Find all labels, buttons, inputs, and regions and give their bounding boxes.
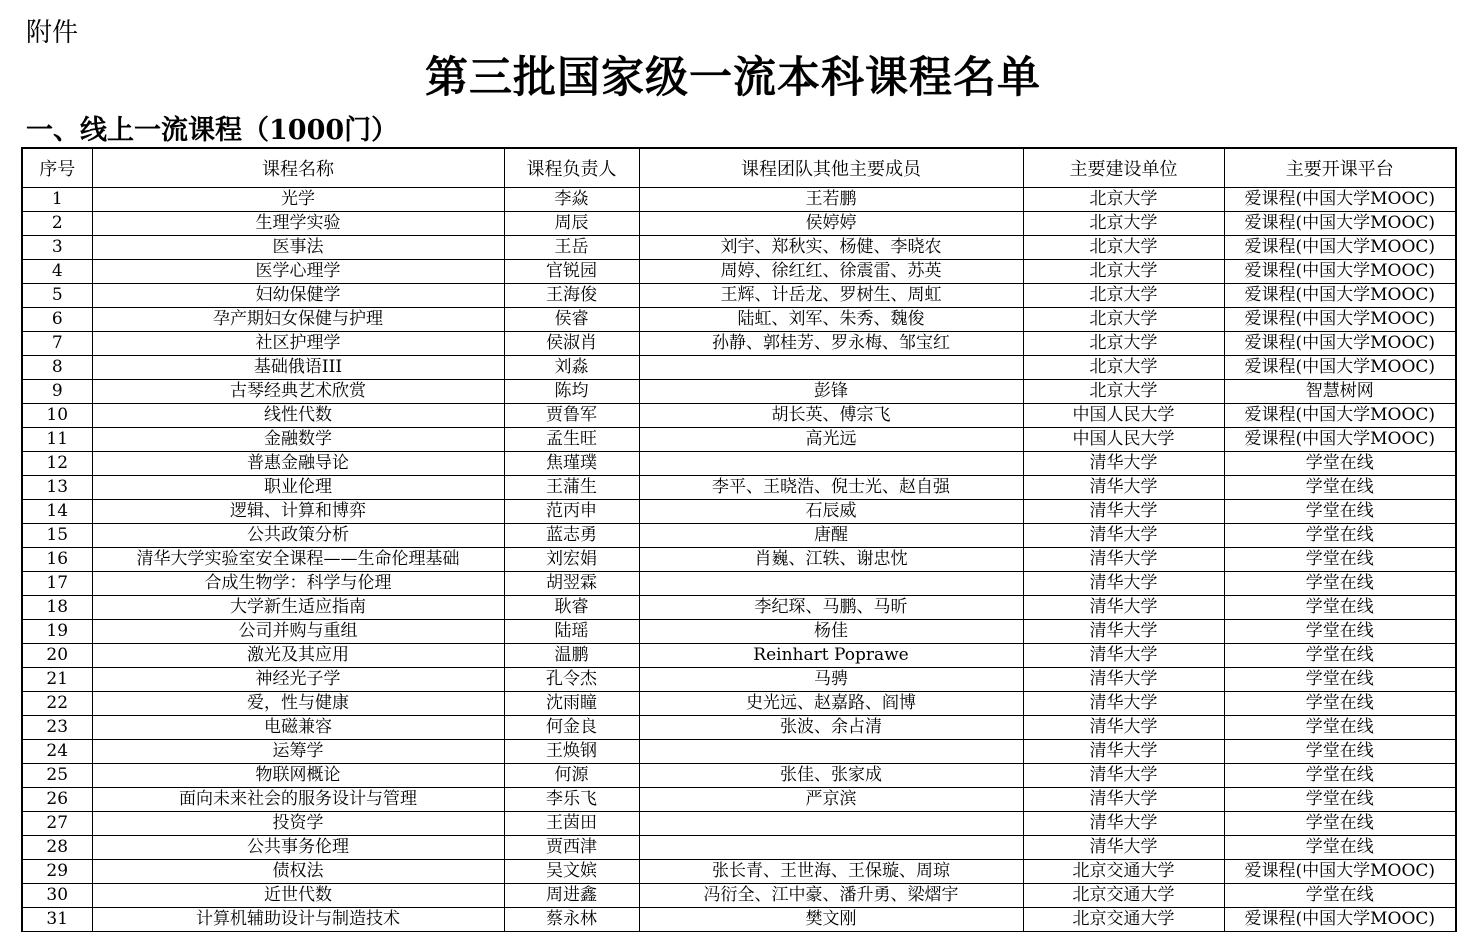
header-course-lead: 课程负责人	[504, 148, 639, 188]
cell-index: 17	[22, 572, 92, 596]
cell-platform: 学堂在线	[1224, 740, 1456, 764]
header-course-name: 课程名称	[92, 148, 504, 188]
cell-index: 8	[22, 356, 92, 380]
table-row	[22, 692, 1456, 716]
cell-course-name: 普惠金融导论	[92, 452, 504, 476]
course-table	[21, 147, 1457, 932]
cell-institution: 北京大学	[1023, 308, 1224, 332]
cell-course-name: 爱，性与健康	[92, 692, 504, 716]
cell-index: 4	[22, 260, 92, 284]
cell-platform: 爱课程(中国大学MOOC)	[1224, 428, 1456, 452]
table-header-row	[22, 148, 1456, 188]
table-row	[22, 524, 1456, 548]
cell-platform: 学堂在线	[1224, 452, 1456, 476]
cell-team-members	[639, 812, 1023, 836]
cell-course-lead: 贾西津	[504, 836, 639, 860]
cell-index: 3	[22, 236, 92, 260]
cell-team-members: 樊文刚	[639, 908, 1023, 932]
cell-team-members: 彭锋	[639, 380, 1023, 404]
cell-platform: 学堂在线	[1224, 572, 1456, 596]
cell-institution: 清华大学	[1023, 716, 1224, 740]
cell-platform: 爱课程(中国大学MOOC)	[1224, 260, 1456, 284]
cell-team-members: 史光远、赵嘉路、阎博	[639, 692, 1023, 716]
cell-institution: 北京交通大学	[1023, 908, 1224, 932]
table-row	[22, 236, 1456, 260]
cell-course-name: 医事法	[92, 236, 504, 260]
cell-index: 22	[22, 692, 92, 716]
cell-platform: 学堂在线	[1224, 548, 1456, 572]
table-row	[22, 404, 1456, 428]
cell-course-name: 面向未来社会的服务设计与管理	[92, 788, 504, 812]
table-row	[22, 788, 1456, 812]
cell-course-lead: 王茵田	[504, 812, 639, 836]
cell-institution: 中国人民大学	[1023, 428, 1224, 452]
cell-course-name: 社区护理学	[92, 332, 504, 356]
cell-index: 11	[22, 428, 92, 452]
cell-index: 2	[22, 212, 92, 236]
cell-platform: 爱课程(中国大学MOOC)	[1224, 188, 1456, 212]
cell-team-members	[639, 572, 1023, 596]
cell-index: 21	[22, 668, 92, 692]
cell-institution: 北京交通大学	[1023, 884, 1224, 908]
cell-team-members: 高光远	[639, 428, 1023, 452]
cell-course-name: 基础俄语III	[92, 356, 504, 380]
cell-institution: 北京大学	[1023, 332, 1224, 356]
cell-team-members: 张佳、张家成	[639, 764, 1023, 788]
header-institution: 主要建设单位	[1023, 148, 1224, 188]
cell-course-name: 逻辑、计算和博弈	[92, 500, 504, 524]
cell-team-members: 侯婷婷	[639, 212, 1023, 236]
cell-course-lead: 何源	[504, 764, 639, 788]
table-row	[22, 644, 1456, 668]
cell-team-members: 周婷、徐红红、徐震雷、苏英	[639, 260, 1023, 284]
cell-index: 31	[22, 908, 92, 932]
cell-course-name: 清华大学实验室安全课程——生命伦理基础	[92, 548, 504, 572]
table-row	[22, 428, 1456, 452]
cell-team-members: 孙静、郭桂芳、罗永梅、邹宝红	[639, 332, 1023, 356]
cell-platform: 学堂在线	[1224, 884, 1456, 908]
table-row	[22, 548, 1456, 572]
cell-institution: 清华大学	[1023, 836, 1224, 860]
cell-team-members: 肖巍、江轶、谢忠忱	[639, 548, 1023, 572]
table-row	[22, 812, 1456, 836]
cell-course-lead: 刘淼	[504, 356, 639, 380]
cell-institution: 清华大学	[1023, 668, 1224, 692]
cell-team-members: 严京滨	[639, 788, 1023, 812]
cell-course-lead: 沈雨瞳	[504, 692, 639, 716]
cell-course-lead: 周进鑫	[504, 884, 639, 908]
cell-course-lead: 李焱	[504, 188, 639, 212]
cell-platform: 爱课程(中国大学MOOC)	[1224, 860, 1456, 884]
cell-institution: 清华大学	[1023, 644, 1224, 668]
cell-course-lead: 王海俊	[504, 284, 639, 308]
header-index: 序号	[22, 148, 92, 188]
cell-course-name: 激光及其应用	[92, 644, 504, 668]
cell-index: 23	[22, 716, 92, 740]
cell-course-name: 大学新生适应指南	[92, 596, 504, 620]
table-row	[22, 188, 1456, 212]
cell-course-lead: 温鹏	[504, 644, 639, 668]
table-row	[22, 260, 1456, 284]
cell-institution: 清华大学	[1023, 548, 1224, 572]
cell-index: 9	[22, 380, 92, 404]
cell-course-name: 古琴经典艺术欣赏	[92, 380, 504, 404]
cell-index: 5	[22, 284, 92, 308]
cell-course-lead: 吴文嫔	[504, 860, 639, 884]
cell-platform: 学堂在线	[1224, 788, 1456, 812]
cell-institution: 清华大学	[1023, 740, 1224, 764]
cell-index: 19	[22, 620, 92, 644]
cell-course-lead: 耿睿	[504, 596, 639, 620]
cell-team-members	[639, 356, 1023, 380]
cell-platform: 学堂在线	[1224, 524, 1456, 548]
cell-platform: 爱课程(中国大学MOOC)	[1224, 332, 1456, 356]
cell-course-name: 计算机辅助设计与制造技术	[92, 908, 504, 932]
cell-course-lead: 李乐飞	[504, 788, 639, 812]
cell-team-members: 李平、王晓浩、倪士光、赵自强	[639, 476, 1023, 500]
cell-course-lead: 孔令杰	[504, 668, 639, 692]
cell-course-name: 近世代数	[92, 884, 504, 908]
cell-team-members: 冯衍全、江中豪、潘升勇、梁熠宇	[639, 884, 1023, 908]
cell-platform: 爱课程(中国大学MOOC)	[1224, 908, 1456, 932]
cell-team-members: 张长青、王世海、王保璇、周琼	[639, 860, 1023, 884]
cell-platform: 爱课程(中国大学MOOC)	[1224, 356, 1456, 380]
cell-platform: 学堂在线	[1224, 812, 1456, 836]
cell-course-name: 光学	[92, 188, 504, 212]
cell-course-lead: 何金良	[504, 716, 639, 740]
cell-index: 20	[22, 644, 92, 668]
cell-institution: 中国人民大学	[1023, 404, 1224, 428]
table-row	[22, 860, 1456, 884]
cell-course-name: 公共政策分析	[92, 524, 504, 548]
cell-course-name: 合成生物学：科学与伦理	[92, 572, 504, 596]
cell-course-name: 生理学实验	[92, 212, 504, 236]
cell-team-members	[639, 836, 1023, 860]
header-platform: 主要开课平台	[1224, 148, 1456, 188]
cell-team-members: 马骋	[639, 668, 1023, 692]
cell-course-lead: 蔡永林	[504, 908, 639, 932]
cell-course-name: 公共事务伦理	[92, 836, 504, 860]
cell-institution: 北京交通大学	[1023, 860, 1224, 884]
cell-course-lead: 陆瑶	[504, 620, 639, 644]
cell-index: 28	[22, 836, 92, 860]
cell-platform: 学堂在线	[1224, 644, 1456, 668]
cell-institution: 清华大学	[1023, 500, 1224, 524]
cell-index: 6	[22, 308, 92, 332]
cell-platform: 智慧树网	[1224, 380, 1456, 404]
table-row	[22, 212, 1456, 236]
cell-course-lead: 蓝志勇	[504, 524, 639, 548]
cell-course-name: 职业伦理	[92, 476, 504, 500]
cell-institution: 清华大学	[1023, 572, 1224, 596]
cell-institution: 清华大学	[1023, 620, 1224, 644]
cell-institution: 清华大学	[1023, 812, 1224, 836]
cell-course-lead: 刘宏娟	[504, 548, 639, 572]
cell-course-lead: 孟生旺	[504, 428, 639, 452]
cell-platform: 爱课程(中国大学MOOC)	[1224, 236, 1456, 260]
cell-platform: 学堂在线	[1224, 596, 1456, 620]
cell-course-name: 线性代数	[92, 404, 504, 428]
cell-index: 10	[22, 404, 92, 428]
cell-team-members: 杨佳	[639, 620, 1023, 644]
cell-course-lead: 焦瑾璞	[504, 452, 639, 476]
cell-index: 13	[22, 476, 92, 500]
table-row	[22, 572, 1456, 596]
cell-index: 25	[22, 764, 92, 788]
cell-institution: 北京大学	[1023, 356, 1224, 380]
cell-team-members: 石辰威	[639, 500, 1023, 524]
cell-course-lead: 官锐园	[504, 260, 639, 284]
table-row	[22, 452, 1456, 476]
cell-institution: 清华大学	[1023, 788, 1224, 812]
cell-course-lead: 王焕钢	[504, 740, 639, 764]
cell-team-members: 王辉、计岳龙、罗树生、周虹	[639, 284, 1023, 308]
cell-course-name: 债权法	[92, 860, 504, 884]
cell-institution: 清华大学	[1023, 764, 1224, 788]
table-row	[22, 596, 1456, 620]
cell-team-members: 唐醒	[639, 524, 1023, 548]
cell-team-members: 王若鹏	[639, 188, 1023, 212]
cell-index: 14	[22, 500, 92, 524]
cell-platform: 学堂在线	[1224, 620, 1456, 644]
cell-institution: 清华大学	[1023, 692, 1224, 716]
cell-institution: 北京大学	[1023, 260, 1224, 284]
cell-course-name: 投资学	[92, 812, 504, 836]
cell-index: 26	[22, 788, 92, 812]
cell-index: 12	[22, 452, 92, 476]
cell-platform: 学堂在线	[1224, 716, 1456, 740]
table-row	[22, 668, 1456, 692]
cell-course-name: 公司并购与重组	[92, 620, 504, 644]
cell-course-lead: 侯淑肖	[504, 332, 639, 356]
cell-course-name: 物联网概论	[92, 764, 504, 788]
table-row	[22, 308, 1456, 332]
cell-index: 7	[22, 332, 92, 356]
table-row	[22, 764, 1456, 788]
cell-platform: 爱课程(中国大学MOOC)	[1224, 284, 1456, 308]
cell-index: 16	[22, 548, 92, 572]
table-row	[22, 284, 1456, 308]
cell-institution: 清华大学	[1023, 476, 1224, 500]
table-row	[22, 380, 1456, 404]
cell-index: 1	[22, 188, 92, 212]
table-row	[22, 740, 1456, 764]
cell-institution: 北京大学	[1023, 212, 1224, 236]
cell-course-lead: 范丙申	[504, 500, 639, 524]
cell-course-name: 孕产期妇女保健与护理	[92, 308, 504, 332]
cell-platform: 爱课程(中国大学MOOC)	[1224, 308, 1456, 332]
cell-team-members	[639, 452, 1023, 476]
cell-institution: 清华大学	[1023, 596, 1224, 620]
cell-platform: 学堂在线	[1224, 764, 1456, 788]
cell-platform: 学堂在线	[1224, 500, 1456, 524]
cell-course-name: 神经光子学	[92, 668, 504, 692]
cell-team-members: Reinhart Poprawe	[639, 644, 1023, 668]
cell-team-members: 张波、余占清	[639, 716, 1023, 740]
table-row	[22, 500, 1456, 524]
cell-platform: 学堂在线	[1224, 692, 1456, 716]
cell-index: 24	[22, 740, 92, 764]
cell-platform: 学堂在线	[1224, 836, 1456, 860]
cell-course-name: 电磁兼容	[92, 716, 504, 740]
cell-team-members	[639, 740, 1023, 764]
cell-index: 15	[22, 524, 92, 548]
cell-institution: 清华大学	[1023, 524, 1224, 548]
cell-index: 29	[22, 860, 92, 884]
cell-institution: 北京大学	[1023, 284, 1224, 308]
cell-team-members: 胡长英、傅宗飞	[639, 404, 1023, 428]
cell-team-members: 刘宇、郑秋实、杨健、李晓农	[639, 236, 1023, 260]
cell-institution: 清华大学	[1023, 452, 1224, 476]
cell-platform: 爱课程(中国大学MOOC)	[1224, 404, 1456, 428]
cell-course-lead: 王蒲生	[504, 476, 639, 500]
cell-course-name: 金融数学	[92, 428, 504, 452]
cell-course-lead: 王岳	[504, 236, 639, 260]
cell-platform: 学堂在线	[1224, 476, 1456, 500]
table-row	[22, 836, 1456, 860]
table-row	[22, 884, 1456, 908]
cell-course-lead: 胡翌霖	[504, 572, 639, 596]
cell-institution: 北京大学	[1023, 236, 1224, 260]
cell-team-members: 李纪琛、马鹏、马昕	[639, 596, 1023, 620]
cell-course-name: 运筹学	[92, 740, 504, 764]
attachment-label: 附件	[26, 18, 79, 48]
cell-platform: 爱课程(中国大学MOOC)	[1224, 212, 1456, 236]
cell-index: 18	[22, 596, 92, 620]
cell-course-name: 医学心理学	[92, 260, 504, 284]
table-row	[22, 356, 1456, 380]
cell-institution: 北京大学	[1023, 380, 1224, 404]
section-heading: 一、线上一流课程（1000门）	[26, 115, 399, 146]
cell-index: 27	[22, 812, 92, 836]
header-team-members: 课程团队其他主要成员	[639, 148, 1023, 188]
cell-team-members: 陆虹、刘军、朱秀、魏俊	[639, 308, 1023, 332]
page-title: 第三批国家级一流本科课程名单	[425, 53, 1041, 103]
cell-course-lead: 贾鲁军	[504, 404, 639, 428]
cell-index: 30	[22, 884, 92, 908]
table-row	[22, 332, 1456, 356]
cell-course-lead: 周辰	[504, 212, 639, 236]
cell-platform: 学堂在线	[1224, 668, 1456, 692]
cell-institution: 北京大学	[1023, 188, 1224, 212]
cell-course-lead: 陈均	[504, 380, 639, 404]
cell-course-lead: 侯睿	[504, 308, 639, 332]
table-row	[22, 908, 1456, 932]
cell-course-name: 妇幼保健学	[92, 284, 504, 308]
table-row	[22, 476, 1456, 500]
table-row	[22, 716, 1456, 740]
table-row	[22, 620, 1456, 644]
